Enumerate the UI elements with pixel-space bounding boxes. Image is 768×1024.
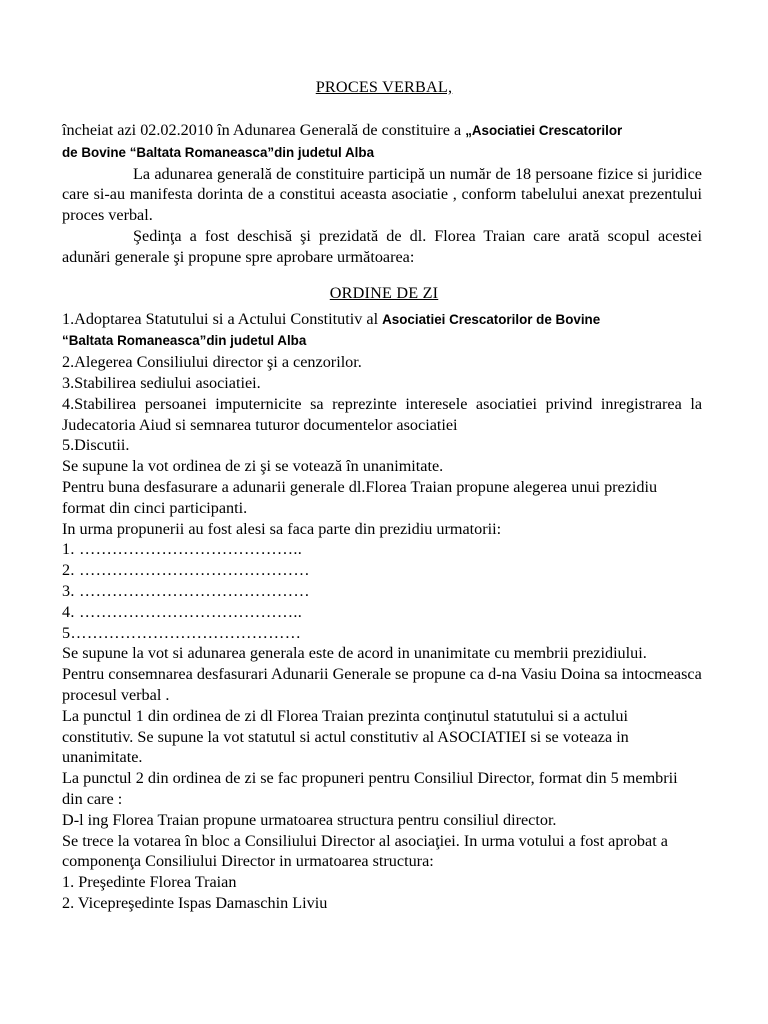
presidium-slot-1: 1. ………………………………….. (62, 540, 303, 559)
association-name-line1: „Asociatiei Crescatorilor (465, 123, 623, 138)
agenda-item-4: 4.Stabilirea persoanei imputernicite sa reprezinte interesele asociatiei privind inregistrarea la Judecatoria Aiud si semnarea tuturor documentelor asociatiei (62, 394, 702, 434)
presidium-intro-line: In urma propunerii au fost alesi sa faca parte din prezidiu urmatorii: (62, 519, 502, 538)
opening-paragraph: Şedinţa a fost deschisă şi prezidată de dl. Florea Traian care arată scopul acestei adunări generale şi propune spre aprobare următoarea: (62, 226, 702, 266)
presidium-slot-3: 3. …………………………………… (62, 581, 310, 600)
agenda-item-1-text: 1.Adoptarea Statutului si a Actului Constitutiv al (62, 309, 383, 328)
presidium-slot-2: 2. …………………………………… (62, 561, 310, 580)
structure-proposal-line: D-l ing Florea Traian propune urmatoarea structura pentru consiliul director. (62, 810, 557, 829)
agenda-item-1-association-b: “Baltata Romaneasca”din judetul Alba (62, 333, 307, 349)
document-title: PROCES VERBAL, (315, 78, 453, 96)
board-member-1: 1. Preşedinte Florea Traian (62, 873, 237, 892)
vote-board-paragraph: Se trece la votarea în bloc a Consiliului Director al asociaţiei. In urma votului a fost aprobat a componenţa Consiliului Director in urmatoarea structura: (62, 831, 668, 871)
point-2-paragraph: La punctul 2 din ordinea de zi se fac propuneri pentru Consiliul Director, format din 5 membrii din care : (62, 769, 678, 808)
agenda-title: ORDINE DE ZI (329, 284, 439, 302)
agenda-item-1-association-a: Asociatiei Crescatorilor de Bovine (382, 311, 601, 327)
agenda-item-3: 3.Stabilirea sediului asociatiei. (62, 373, 261, 392)
agenda-item-5: 5.Discutii. (62, 436, 130, 455)
presidium-proposal-paragraph: Pentru buna desfasurare a adunarii generale dl.Florea Traian propune alegerea unui prezidiu format din cinci participanti. (62, 477, 658, 517)
intro-paragraph (62, 120, 702, 164)
vote-agenda-line: Se supune la vot ordinea de zi şi se votează în unanimitate. (62, 457, 444, 476)
secretary-paragraph: Pentru consemnarea desfasurari Adunarii Generale se propune ca d-na Vasiu Doina sa intocmeasca procesul verbal . (62, 665, 702, 704)
association-name-line2: de Bovine “Baltata Romaneasca”din judetul Alba (62, 144, 375, 160)
intro-prefix: încheiat azi 02.02.2010 în Adunarea Generală de constituire a (62, 121, 466, 139)
vote-presidium-paragraph: Se supune la vot si adunarea generala este de acord in unanimitate cu membrii prezidiului. (62, 644, 647, 663)
point-1-paragraph: La punctul 1 din ordinea de zi dl Florea Traian prezinta conţinutul statutului si a actului constitutiv. Se supune la vot statutul si actul constitutiv al ASOCIATIEI si se voteaza in unanimitate. (62, 706, 629, 767)
participants-paragraph: La adunarea generală de constituire participă un număr de 18 persoane fizice si juridice care si-au manifesta dorinta de a constitui aceasta asociatie , conform tabelului anexat prezentului proces verbal. (62, 164, 702, 225)
document-body (62, 120, 702, 914)
agenda-item-1 (62, 309, 702, 353)
board-member-2: 2. Vicepreşedinte Ispas Damaschin Liviu (62, 893, 328, 912)
agenda-item-2: 2.Alegerea Consiliului director şi a cenzorilor. (62, 353, 362, 372)
presidium-slot-4: 4. ………………………………….. (62, 602, 303, 621)
presidium-slot-5: 5…………………………………… (62, 623, 302, 642)
